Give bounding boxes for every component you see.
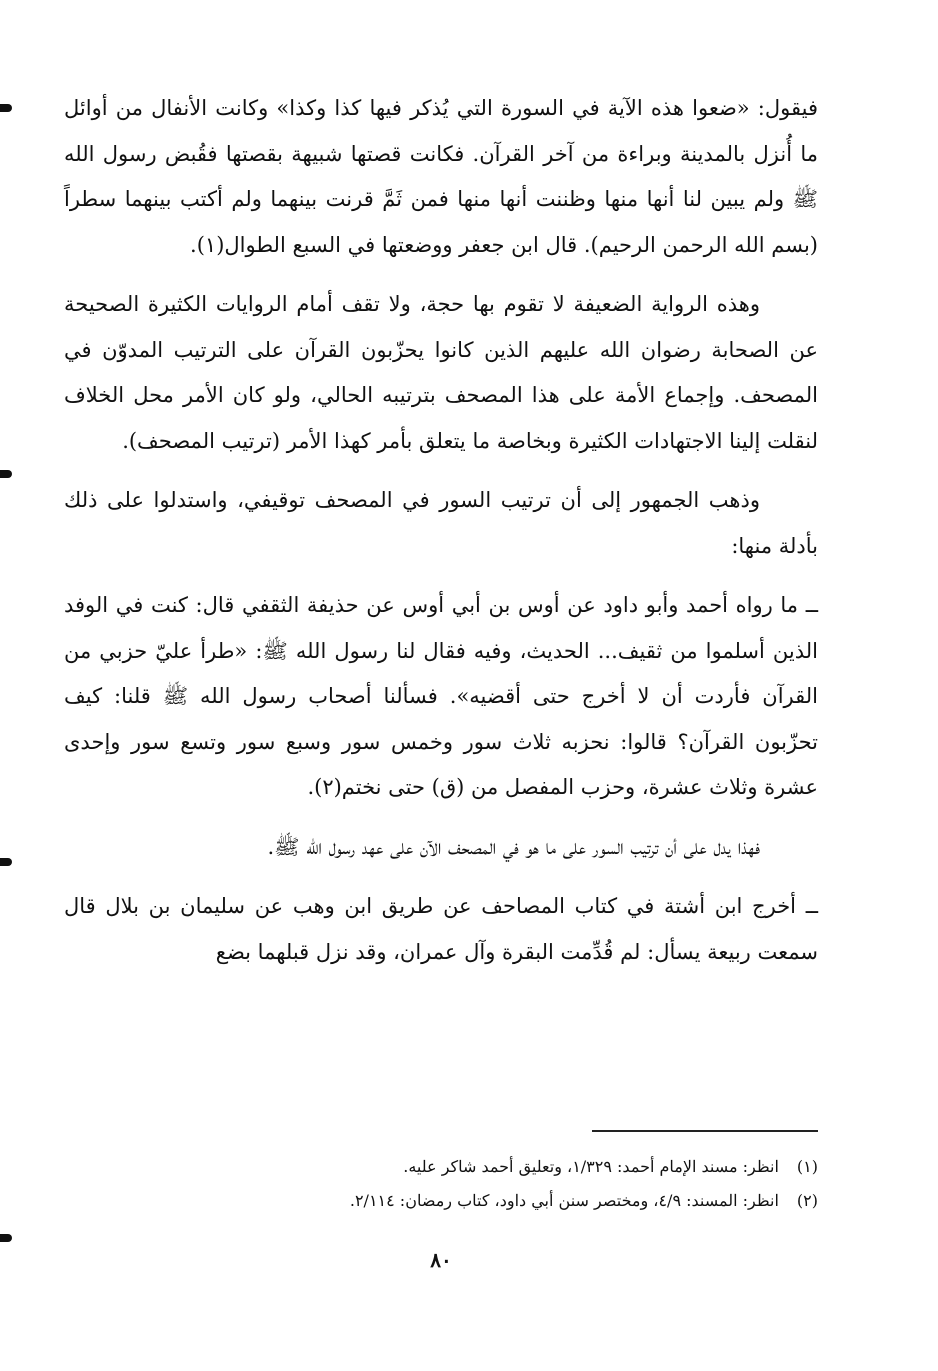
footnote-text: انظر: المسند: ٤/٩، ومختصر سنن أبي داود، كتاب رمضان: ٢/١١٤. <box>349 1191 779 1210</box>
page-number: ٨٠ <box>430 1248 452 1272</box>
paragraph-evidence: ــ ما رواه أحمد وأبو داود عن أوس بن أبي أوس عن حذيفة الثقفي قال: كنت في الوفد الذين أسلموا من ثقيف... الحديث، وفيه فقال لنا رسول الله ﷺ: «طرأ عليّ حزبي من القرآن فأردت أن لا أخرج حتى أقضيه». فسألنا أصحاب رسول الله ﷺ قلنا: كيف تحزّبون القرآن؟ قالوا: نحزبه ثلاث سور وخمس سور وسبع سور وتسع سور وإحدى عشرة وثلاث عشرة، وحزب المفصل من (ق) حتى نختم(٢). <box>64 593 818 799</box>
paragraph-evidence: ــ أخرج ابن أشتة في كتاب المصاحف عن طريق ابن وهب عن سليمان بن بلال قال سمعت ربيعة يسأل: لم قُدِّمت البقرة وآل عمران، وقد نزل قبلهما بضع <box>64 894 818 964</box>
page-edge-mark <box>0 1234 12 1242</box>
footnote <box>64 1184 818 1218</box>
footnote-number: (٢) <box>796 1191 818 1210</box>
footnote <box>64 1150 818 1184</box>
footnote-divider <box>592 1130 818 1132</box>
page-edge-mark <box>0 470 12 478</box>
page-edge-mark <box>0 858 12 866</box>
paragraph: وهذه الرواية الضعيفة لا تقوم بها حجة، ولا تقف أمام الروايات الكثيرة الصحيحة عن الصحابة رضوان الله عليهم الذين كانوا يحزّبون القرآن على الترتيب المدوّن في المصحف. وإجماع الأمة على هذا المصحف بترتيبه الحالي، ولو كان الأمر محل الخلاف لنقلت إلينا الاجتهادات الكثيرة وبخاصة ما يتعلق بأمر كهذا الأمر (ترتيب المصحف). <box>64 292 818 453</box>
footnote-number: (١) <box>796 1157 818 1176</box>
paragraph: فهذا يدل على أن ترتيب السور على ما هو في المصحف الآن على عهد رسول الله ﷺ. <box>267 834 760 859</box>
page-edge-mark <box>0 104 12 112</box>
paragraph-continuation: فيقول: «ضعوا هذه الآية في السورة التي يُذكر فيها كذا وكذا» وكانت الأنفال من أوائل ما أُنزل بالمدينة وبراءة من آخر القرآن. فكانت قصتها شبيهة بقصتها فقُبض رسول الله ﷺ ولم يبين لنا أنها منها وظننت أنها منها فمن ثَمَّ قرنت بينهما ولم أكتب بينهما سطراً (بسم الله الرحمن الرحيم). قال ابن جعفر ووضعتها في السبع الطوال(١). <box>64 96 818 257</box>
footnote-text: انظر: مسند الإمام أحمد: ١/٣٢٩، وتعليق أحمد شاكر عليه. <box>403 1157 779 1176</box>
paragraph: وذهب الجمهور إلى أن ترتيب السور في المصحف توقيفي، واستدلوا على ذلك بأدلة منها: <box>64 488 818 558</box>
footnotes <box>64 1150 818 1218</box>
main-text <box>64 86 818 989</box>
